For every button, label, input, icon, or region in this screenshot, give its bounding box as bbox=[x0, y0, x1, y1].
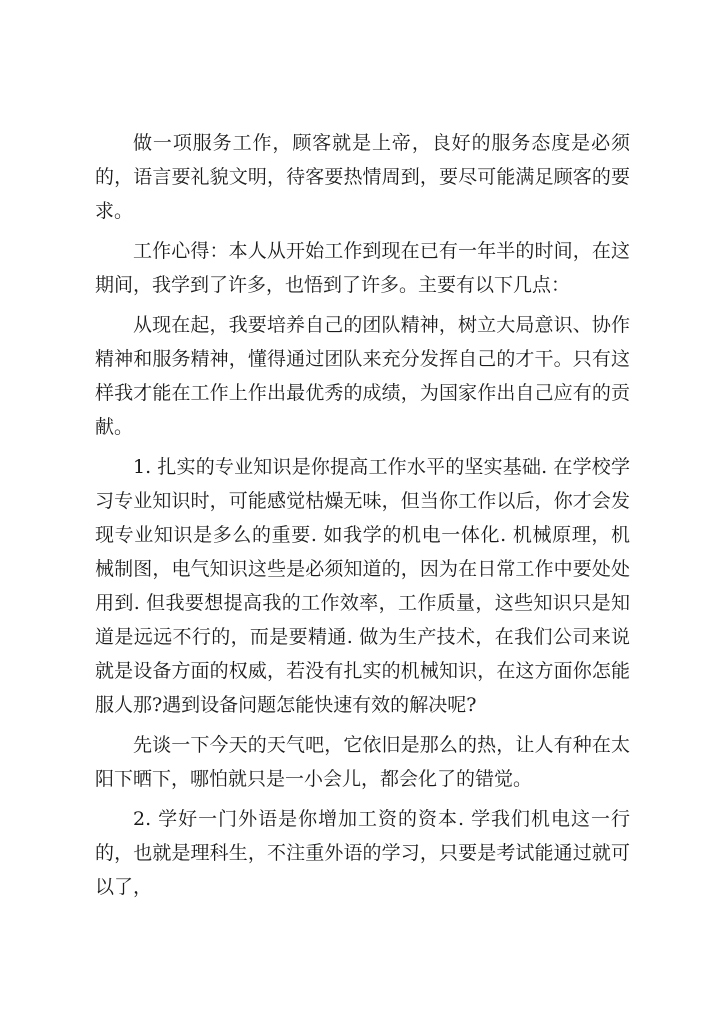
paragraph-weather: 先谈一下今天的天气吧，它依旧是那么的热，让人有种在太阳下晒下，哪怕就只是一小会儿，都会化了的错觉。 bbox=[95, 734, 630, 790]
paragraph-service-attitude: 做一项服务工作，顾客就是上帝，良好的服务态度是必须的，语言要礼貌文明，待客要热情周到，要尽可能满足顾客的要求。 bbox=[95, 132, 630, 222]
paragraph-foreign-language: 2. 学好一门外语是你增加工资的资本. 学我们机电这一行的，也就是理科生，不注重外语的学习，只要是考试能通过就可以了， bbox=[95, 808, 630, 898]
paragraph-team-spirit: 从现在起，我要培养自己的团队精神，树立大局意识、协作精神和服务精神，懂得通过团队来充分发挥自己的才干。只有这样我才能在工作上作出最优秀的成绩，为国家作出自己应有的贡献。 bbox=[95, 314, 630, 438]
document-body bbox=[95, 126, 630, 910]
paragraph-professional-knowledge: 1. 扎实的专业知识是你提高工作水平的坚实基础. 在学校学习专业知识时，可能感觉枯燥无味，但当你工作以后，你才会发现专业知识是多么的重要. 如我学的机电一体化. 机械原理，机械制图，电气知识这些是必须知道的，因为在日常工作中要处处用到. 但我要想提高我的工作效率，工作质量，这些知识只是知道是远远不行的，而是要精通. 做为生产技术，在我们公司来说就是设备方面的权威，若没有扎实的机械知识，在这方面你怎能服人那?遇到设备问题怎能快速有效的解决呢? bbox=[95, 456, 630, 716]
paragraph-work-experience: 工作心得：本人从开始工作到现在已有一年半的时间，在这期间，我学到了许多，也悟到了许多。主要有以下几点： bbox=[95, 240, 630, 296]
